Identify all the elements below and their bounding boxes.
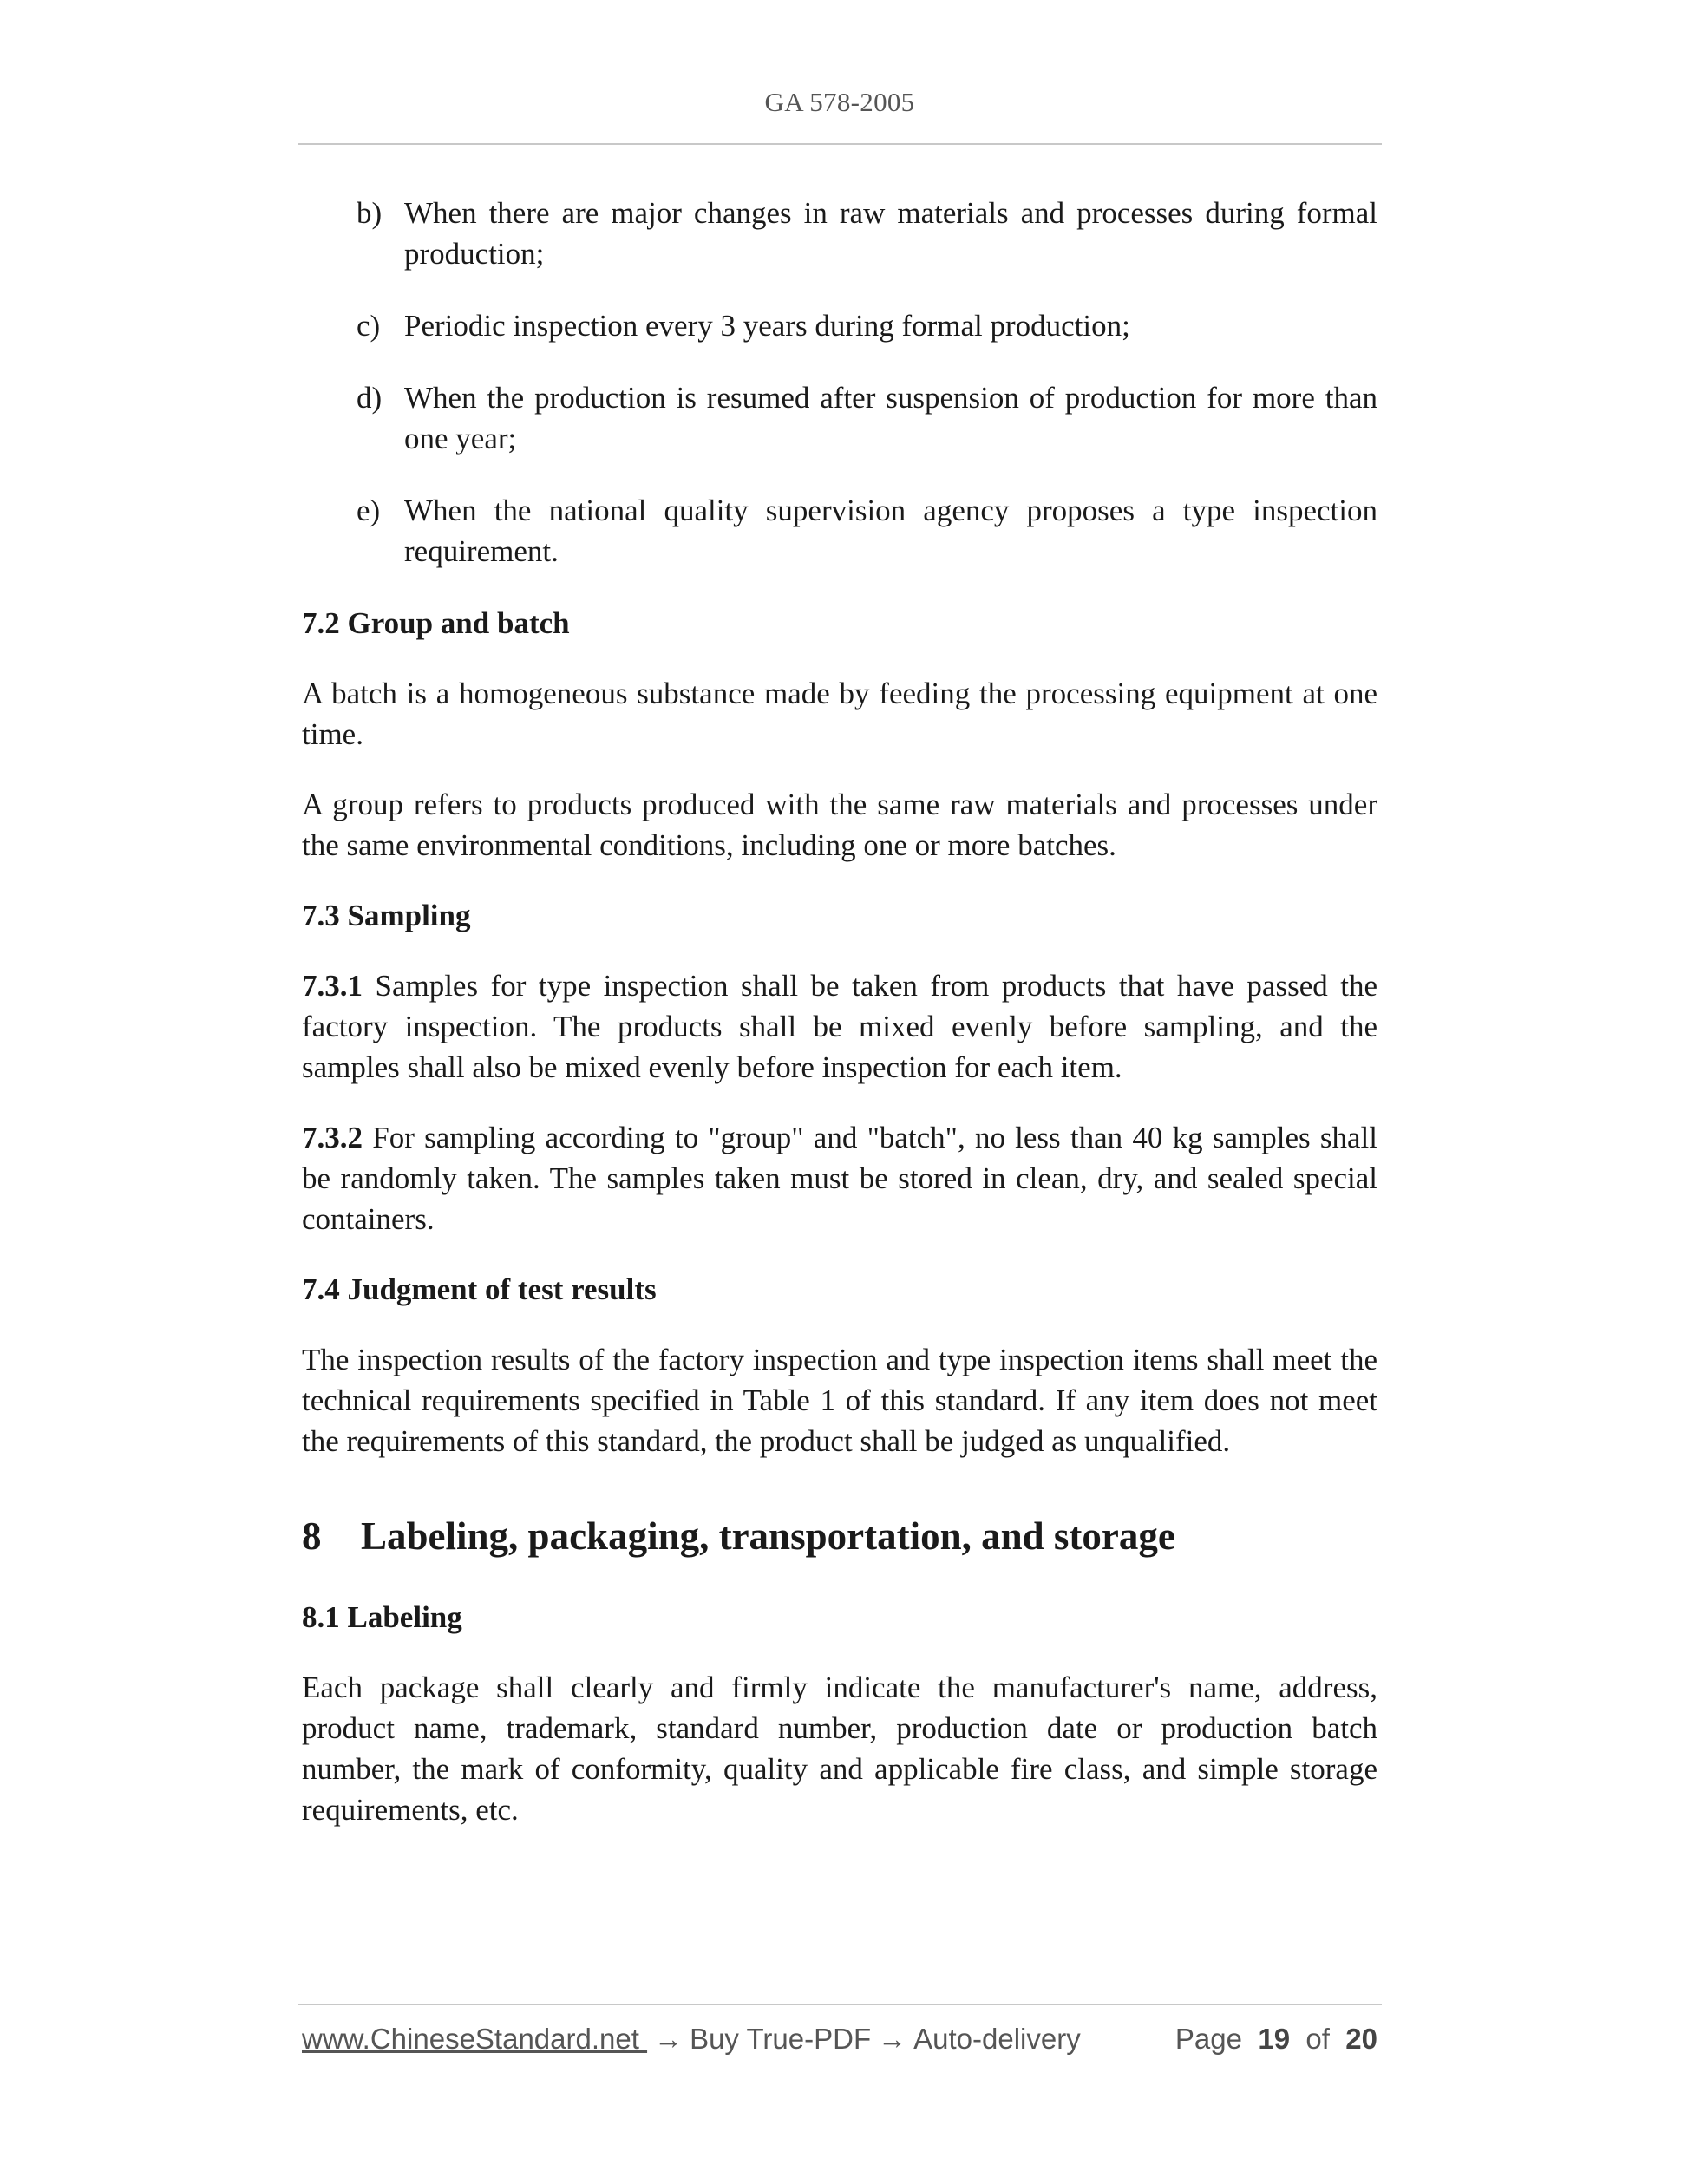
page-header: GA 578-2005 — [764, 87, 915, 117]
header-divider — [298, 143, 1382, 145]
list-item-text: When the production is resumed after suspension of production for more than one year; — [404, 381, 1377, 455]
list-item-text: When the national quality supervision agency proposes a type inspection requirement. — [404, 494, 1377, 568]
footer-links — [302, 2023, 1081, 2056]
list-marker: c) — [357, 309, 381, 343]
section-7-3-heading: 7.3 Sampling — [302, 899, 471, 932]
arrow-right-icon: → — [878, 2023, 907, 2055]
of-label: of — [1305, 2023, 1330, 2055]
list-item-d — [302, 377, 1377, 459]
buy-pdf-text: Buy True-PDF — [690, 2023, 872, 2055]
section-8-1-heading: 8.1 Labeling — [302, 1600, 462, 1634]
list-item-e — [302, 490, 1377, 572]
list-marker: d) — [357, 381, 383, 415]
list-item-b — [302, 193, 1377, 274]
clause-number: 7.3.2 — [302, 1121, 363, 1154]
arrow-right-icon: → — [654, 2023, 684, 2055]
section-7-2-paragraph-2: A group refers to products produced with the same raw materials and processes under the same environmental conditions, including one or more batches. — [302, 788, 1377, 862]
list-item-text: When there are major changes in raw materials and processes during formal production; — [404, 196, 1377, 271]
page-footer — [302, 2023, 1377, 2061]
list-item-c — [302, 305, 1377, 346]
list-marker: e) — [357, 494, 381, 527]
document-body — [302, 193, 1377, 1860]
clause-text: For sampling according to "group" and "batch", no less than 40 kg samples shall be randomly taken. The samples taken must be stored in clean, dry, and sealed special containers. — [302, 1121, 1377, 1236]
section-7-4-heading: 7.4 Judgment of test results — [302, 1272, 657, 1306]
clause-number: 7.3.1 — [302, 969, 363, 1003]
page-label: Page — [1174, 2023, 1242, 2055]
total-pages-number: 20 — [1345, 2023, 1377, 2055]
section-7-2-paragraph-1: A batch is a homogeneous substance made by feeding the processing equipment at one time. — [302, 677, 1377, 751]
section-8-1-paragraph: Each package shall clearly and firmly indicate the manufacturer's name, address, product name, trademark, standard number, production date or production batch number, the mark of conformity, quality and applicable fire class, and simple storage requirements, etc. — [302, 1671, 1377, 1827]
section-8-heading — [302, 1512, 1377, 1560]
footer-divider — [298, 2004, 1382, 2005]
list-item-text: Periodic inspection every 3 years during formal production; — [404, 309, 1130, 343]
website-link[interactable]: www.ChineseStandard.net — [302, 2023, 648, 2055]
section-number: 8 — [302, 1514, 322, 1558]
auto-delivery-text: Auto-delivery — [913, 2023, 1081, 2055]
page-indicator — [1175, 2023, 1377, 2056]
list-marker: b) — [357, 196, 383, 230]
section-7-2-heading: 7.2 Group and batch — [302, 606, 570, 640]
clause-7-3-1 — [302, 965, 1377, 1088]
section-title: Labeling, packaging, transportation, and storage — [361, 1514, 1175, 1558]
section-7-4-paragraph: The inspection results of the factory inspection and type inspection items shall meet the technical requirements specified in Table 1 of this standard. If any item does not meet the requirements of this standard, the product shall be judged as unqualified. — [302, 1343, 1377, 1458]
clause-text: Samples for type inspection shall be taken from products that have passed the factory inspection. The products shall be mixed evenly before sampling, and the samples shall also be mixed evenly before inspection for each item. — [302, 969, 1377, 1084]
current-page-number: 19 — [1258, 2023, 1291, 2055]
clause-7-3-2 — [302, 1117, 1377, 1239]
